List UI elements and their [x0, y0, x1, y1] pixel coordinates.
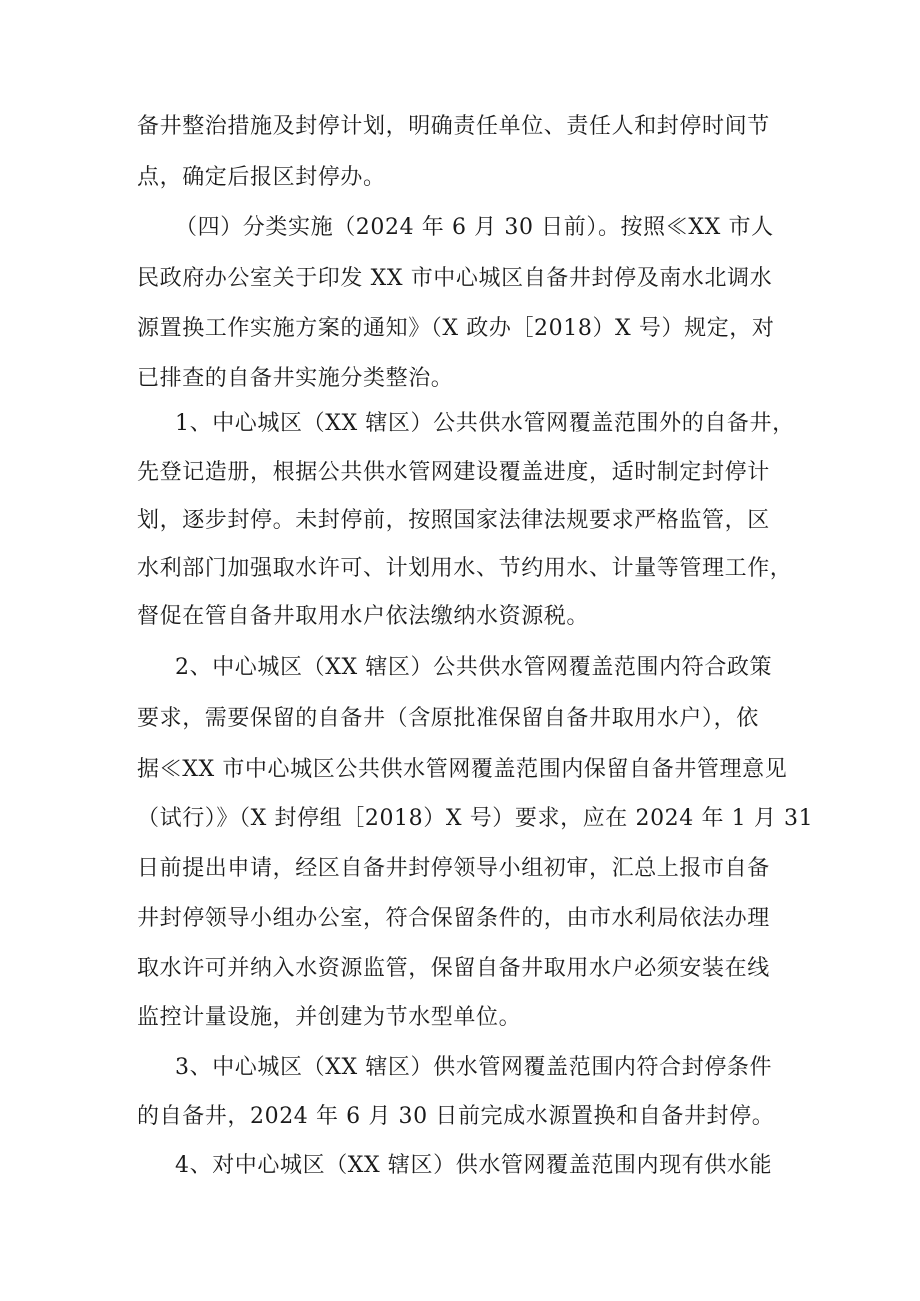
text-line: 监控计量设施，并创建为节水型单位。 [137, 1005, 522, 1030]
text-line: （试行）》（X 封停组［2018）X 号）要求，应在 2024 年 1 月 31 [137, 806, 814, 831]
text-line: 要求，需要保留的自备井（含原批准保留自备井取用水户），依 [137, 706, 759, 731]
text-line: 据≪XX 市中心城区公共供水管网覆盖范围内保留自备井管理意见 [137, 757, 788, 782]
text-line: 2、中心城区（XX 辖区）公共供水管网覆盖范围内符合政策 [175, 655, 773, 680]
text-line: 点，确定后报区封停办。 [137, 165, 386, 190]
text-line: 备井整治措施及封停计划，明确责任单位、责任人和封停时间节 [137, 114, 770, 139]
text-line: 划，逐步封停。未封停前，按照国家法律法规要求严格监管，区 [137, 508, 770, 533]
text-line: 督促在管自备井取用水户依法缴纳水资源税。 [137, 604, 590, 629]
text-line: 4、对中心城区（XX 辖区）供水管网覆盖范围内现有供水能 [175, 1153, 773, 1178]
text-line: 民政府办公室关于印发 XX 市中心城区自备井封停及南水北调水 [137, 266, 773, 291]
text-line: 已排查的自备井实施分类整治。 [137, 366, 454, 391]
text-line: （四）分类实施（2024 年 6 月 30 日前）。按照≪XX 市人 [175, 215, 774, 240]
text-line: 源置换工作实施方案的通知》（X 政办［2018）X 号）规定，对 [137, 316, 775, 341]
text-line: 取水许可并纳入水资源监管，保留自备井取用水户必须安装在线 [137, 956, 770, 981]
text-line: 日前提出申请，经区自备井封停领导小组初审，汇总上报市自备 [137, 856, 770, 881]
text-line: 的自备井，2024 年 6 月 30 日前完成水源置换和自备井封停。 [137, 1104, 775, 1129]
text-line: 1、中心城区（XX 辖区）公共供水管网覆盖范围外的自备井， [175, 411, 795, 436]
text-line: 水利部门加强取水许可、计划用水、节约用水、计量等管理工作， [137, 556, 793, 581]
text-line: 先登记造册，根据公共供水管网建设覆盖进度，适时制定封停计 [137, 460, 770, 485]
text-line: 3、中心城区（XX 辖区）供水管网覆盖范围内符合封停条件 [175, 1055, 773, 1080]
text-line: 井封停领导小组办公室，符合保留条件的，由市水利局依法办理 [137, 906, 770, 931]
